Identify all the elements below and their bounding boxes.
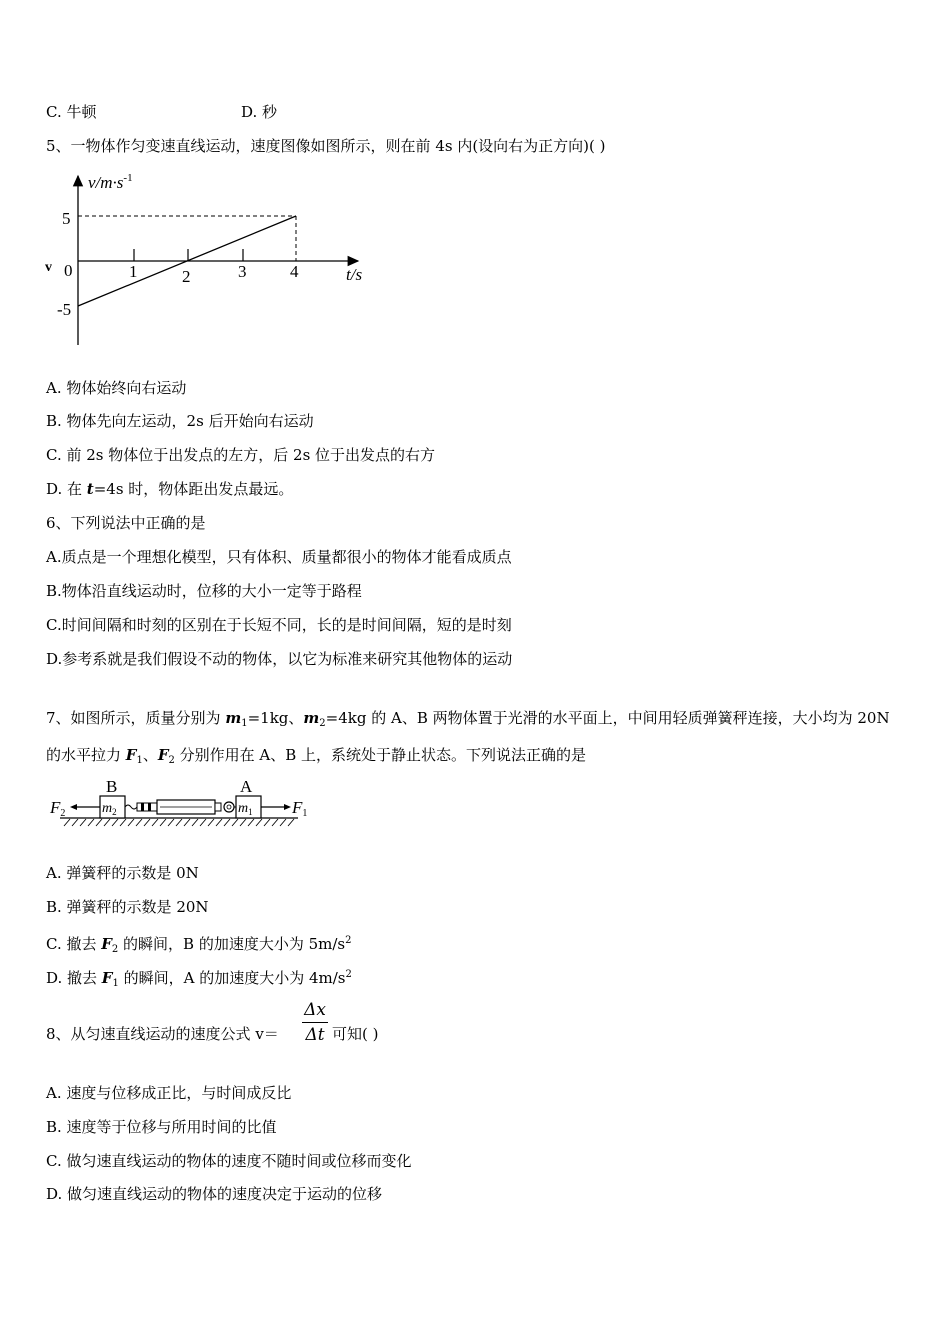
side-label: v [45,260,52,275]
q8-option-a: A. 速度与位移成正比，与时间成反比 [46,1084,292,1102]
x-tick-label-1: 1 [129,262,138,281]
block-a-mass: $m_1$ [238,801,253,817]
q6-option-c: C.时间间隔和时刻的区别在于长短不同，长的是时间间隔，短的是时刻 [46,616,512,634]
q5-option-b: B. 物体先向左运动，2s 后开始向右运动 [46,412,314,430]
q5-option-c: C. 前 2s 物体位于出发点的左方，后 2s 位于出发点的右方 [46,446,436,464]
x-tick-label-3: 3 [238,262,247,281]
q8-fraction [302,1000,328,1045]
label-a: A [240,777,253,796]
y-tick-0: 0 [64,261,73,280]
q7-option-c: C. 撤去 $F_2$ 的瞬间，B 的加速度大小为 $5m/s^2$ [46,935,352,955]
q4-option-d: D. 秒 [241,103,278,121]
x-tick-label-2: 2 [182,267,191,286]
q6-stem: 6、下列说法中正确的是 [46,514,206,532]
q7-option-b: B. 弹簧秤的示数是 20N [46,898,209,916]
q5-option-a: A. 物体始终向右运动 [46,379,187,397]
q8-option-b: B. 速度等于位移与所用时间的比值 [46,1118,277,1136]
q5-option-d: D. 在 t=4s 时，物体距出发点最远。 [46,480,294,498]
x-axis-label: t/s [346,265,363,284]
q5-stem: 5、一物体作匀变速直线运动，速度图像如图所示，则在前 4s 内(设向右为正方向)( ) [46,137,606,155]
y-tick-minus5: -5 [57,300,72,319]
y-tick-5: 5 [62,209,71,228]
q7-spring-figure [46,776,316,828]
q8-option-d: D. 做匀速直线运动的物体的速度决定于运动的位移 [46,1185,383,1203]
q6-option-b: B.物体沿直线运动时，位移的大小一定等于路程 [46,582,362,600]
x-tick-label-4: 4 [290,262,299,281]
q8-option-c: C. 做匀速直线运动的物体的速度不随时间或位移而变化 [46,1152,412,1170]
q7-stem-line2: 的水平拉力 $F_1$、$F_2$ 分别作用在 A、B 上，系统处于静止状态。下列说法正确的是 [46,746,587,766]
q5-velocity-graph [40,170,380,350]
q7-option-a: A. 弹簧秤的示数是 0N [46,864,199,882]
q6-option-a: A.质点是一个理想化模型，只有体积、质量都很小的物体才能看成质点 [46,548,512,566]
force-f2-label: F2 [50,798,66,819]
block-b-mass: $m_2$ [102,801,117,817]
q7-stem-line1: 7、如图所示，质量分别为 $m_1=1kg$、$m_2=4kg$ 的 A、B 两物体置于光滑的水平面上，中间用轻质弹簧秤连接，大小均为 20N [46,709,890,729]
q8-stem-tail: 可知( ) [332,1025,379,1043]
q4-option-c: C. 牛顿 [46,103,97,121]
label-b: B [106,777,118,796]
q8-fraction-denominator: Δt [305,1025,325,1045]
q7-option-d: D. 撤去 $F_1$ 的瞬间，A 的加速度大小为 $4m/s^2$ [46,969,352,989]
y-axis-label: $v/m\cdot s^{-1}$ [88,172,133,192]
q8-fraction-numerator: Δx [304,1000,326,1020]
q4-options [46,102,278,122]
force-f1-label: F1 [292,798,308,819]
q6-option-d: D.参考系就是我们假设不动的物体，以它为标准来研究其他物体的运动 [46,650,513,668]
q8-stem: 8、从匀速直线运动的速度公式 v＝ [46,1025,279,1043]
